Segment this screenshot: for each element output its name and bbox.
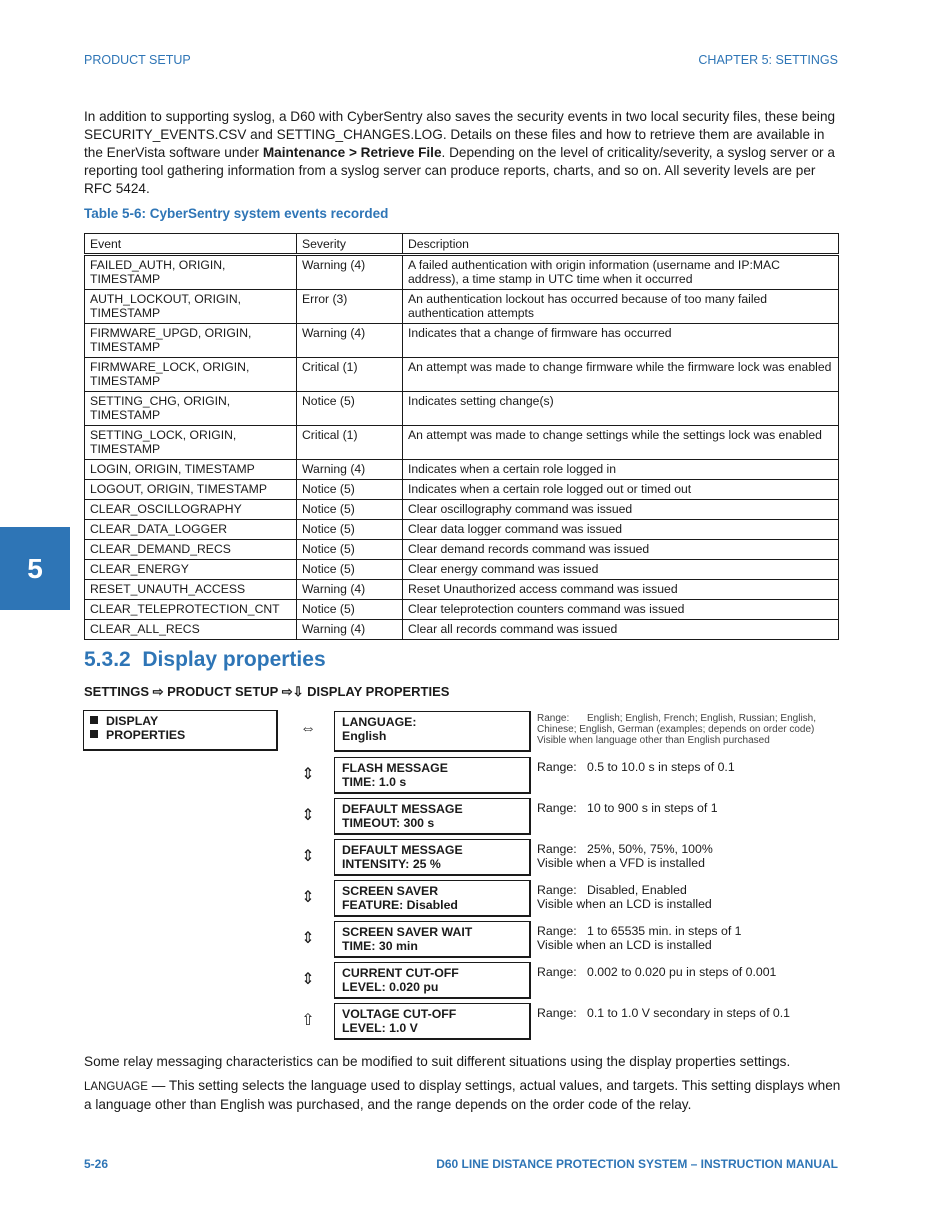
range-value: 0.1 to 1.0 V secondary in steps of 0.1 bbox=[587, 1006, 791, 1020]
setting-box bbox=[334, 921, 531, 958]
left-right-arrow-icon: ⇔ bbox=[300, 720, 316, 737]
setting-value: TIME: 1.0 s bbox=[342, 775, 407, 789]
severity-cell: Warning (4) bbox=[297, 324, 403, 358]
table-row bbox=[85, 426, 839, 460]
column-header: Description bbox=[403, 234, 839, 255]
section-title: Display properties bbox=[142, 648, 326, 671]
table-row bbox=[85, 540, 839, 560]
description-cell: A failed authentication with origin information (username and IP:MAC address), a time stamp in UTC time when it occurred bbox=[403, 255, 839, 290]
menu-path: SETTINGS ⇨ PRODUCT SETUP ⇨⇩ DISPLAY PROPERTIES bbox=[84, 684, 450, 699]
setting-value: TIME: 30 min bbox=[342, 939, 418, 953]
setting-range bbox=[537, 924, 837, 952]
range-value: 10 to 900 s in steps of 1 bbox=[587, 801, 718, 815]
setting-value: English bbox=[342, 729, 387, 743]
range-label: Range: bbox=[537, 760, 577, 774]
description-cell: Indicates that a change of firmware has occurred bbox=[403, 324, 839, 358]
range-value: Disabled, Enabled bbox=[587, 883, 687, 897]
up-down-arrow-icon: ⇕ bbox=[301, 889, 315, 906]
event-cell: CLEAR_ALL_RECS bbox=[85, 620, 297, 640]
setting-range bbox=[537, 801, 837, 815]
section-heading bbox=[84, 648, 326, 672]
range-value: English; English, French; English, Russian; English, Chinese; English, German (examples; depends on order code) bbox=[537, 713, 817, 735]
severity-cell: Warning (4) bbox=[297, 255, 403, 290]
event-cell: FIRMWARE_UPGD, ORIGIN, TIMESTAMP bbox=[85, 324, 297, 358]
intro-text-2: . Depending on the level of criticality/severity, a syslog server or a reporting tool gathering information from a syslog server can produce reports, charts, and so on. All severity levels are per RFC 5424. bbox=[84, 145, 835, 196]
setting-visibility-note: Visible when an LCD is installed bbox=[537, 938, 712, 952]
range-label: Range: bbox=[537, 924, 577, 938]
setting-box bbox=[334, 1003, 531, 1040]
setting-box bbox=[334, 711, 531, 752]
severity-cell: Warning (4) bbox=[297, 460, 403, 480]
setting-value: LEVEL: 0.020 pu bbox=[342, 980, 439, 994]
setting-box bbox=[334, 798, 531, 835]
setting-range bbox=[537, 842, 837, 870]
event-cell: LOGIN, ORIGIN, TIMESTAMP bbox=[85, 460, 297, 480]
severity-cell: Warning (4) bbox=[297, 580, 403, 600]
setting-value: TIMEOUT: 300 s bbox=[342, 816, 435, 830]
table-row bbox=[85, 580, 839, 600]
up-arrow-icon: ⇧ bbox=[301, 1012, 315, 1029]
setting-box bbox=[334, 757, 531, 794]
table-caption: Table 5-6: CyberSentry system events recorded bbox=[84, 206, 389, 221]
chapter-tab: 5 bbox=[0, 527, 70, 610]
header-chapter-title: CHAPTER 5: SETTINGS bbox=[698, 53, 838, 67]
setting-visibility-note: Visible when language other than English purchased bbox=[537, 735, 770, 746]
manual-title: D60 LINE DISTANCE PROTECTION SYSTEM – INSTRUCTION MANUAL bbox=[436, 1157, 838, 1171]
event-cell: LOGOUT, ORIGIN, TIMESTAMP bbox=[85, 480, 297, 500]
range-label: Range: bbox=[537, 713, 570, 724]
setting-value: FEATURE: Disabled bbox=[342, 898, 458, 912]
language-description bbox=[84, 1077, 844, 1114]
range-value: 25%, 50%, 75%, 100% bbox=[587, 842, 713, 856]
setting-keyword: LANGUAGE bbox=[84, 1081, 148, 1093]
display-properties-menu-box bbox=[83, 710, 278, 751]
setting-name: LANGUAGE: bbox=[342, 715, 417, 729]
menu-line-2: PROPERTIES bbox=[106, 728, 186, 742]
description-cell: Clear energy command was issued bbox=[403, 560, 839, 580]
description-cell: Clear demand records command was issued bbox=[403, 540, 839, 560]
setting-name: VOLTAGE CUT-OFF bbox=[342, 1007, 457, 1021]
range-label: Range: bbox=[537, 965, 577, 979]
table-row bbox=[85, 290, 839, 324]
description-cell: Clear data logger command was issued bbox=[403, 520, 839, 540]
severity-cell: Critical (1) bbox=[297, 426, 403, 460]
range-value: 0.5 to 10.0 s in steps of 0.1 bbox=[587, 760, 735, 774]
event-cell: CLEAR_DEMAND_RECS bbox=[85, 540, 297, 560]
table-header-row bbox=[85, 234, 839, 255]
severity-cell: Critical (1) bbox=[297, 358, 403, 392]
table-row bbox=[85, 600, 839, 620]
intro-paragraph bbox=[84, 108, 840, 198]
severity-cell: Notice (5) bbox=[297, 540, 403, 560]
up-down-arrow-icon: ⇕ bbox=[301, 766, 315, 783]
range-label: Range: bbox=[537, 842, 577, 856]
intro-text-1: In addition to supporting syslog, a D60 with CyberSentry also saves the security events in two local security files, these being SECURITY_EVENTS.CSV and SETTING_CHANGES.LOG. Details on these files and how to retrieve them are available in the EnerVista software under bbox=[84, 109, 836, 160]
event-cell: CLEAR_DATA_LOGGER bbox=[85, 520, 297, 540]
events-table bbox=[84, 233, 839, 640]
event-cell: FAILED_AUTH, ORIGIN, TIMESTAMP bbox=[85, 255, 297, 290]
table-row bbox=[85, 500, 839, 520]
table-row bbox=[85, 358, 839, 392]
setting-box bbox=[334, 880, 531, 917]
description-cell: An attempt was made to change firmware while the firmware lock was enabled bbox=[403, 358, 839, 392]
setting-name: FLASH MESSAGE bbox=[342, 761, 448, 775]
table-row bbox=[85, 560, 839, 580]
event-cell: SETTING_LOCK, ORIGIN, TIMESTAMP bbox=[85, 426, 297, 460]
setting-visibility-note: Visible when a VFD is installed bbox=[537, 856, 705, 870]
bullet-square-icon bbox=[90, 730, 98, 738]
bullet-square-icon bbox=[90, 716, 98, 724]
table-row bbox=[85, 460, 839, 480]
up-down-arrow-icon: ⇕ bbox=[301, 930, 315, 947]
severity-cell: Notice (5) bbox=[297, 480, 403, 500]
event-cell: RESET_UNAUTH_ACCESS bbox=[85, 580, 297, 600]
description-cell: Indicates when a certain role logged in bbox=[403, 460, 839, 480]
table-row bbox=[85, 520, 839, 540]
severity-cell: Notice (5) bbox=[297, 600, 403, 620]
menu-line-1: DISPLAY bbox=[106, 714, 159, 728]
setting-value: INTENSITY: 25 % bbox=[342, 857, 441, 871]
range-label: Range: bbox=[537, 801, 577, 815]
event-cell: CLEAR_ENERGY bbox=[85, 560, 297, 580]
range-value: 0.002 to 0.020 pu in steps of 0.001 bbox=[587, 965, 777, 979]
description-cell: Indicates when a certain role logged out or timed out bbox=[403, 480, 839, 500]
table-row bbox=[85, 620, 839, 640]
description-cell: An attempt was made to change settings while the settings lock was enabled bbox=[403, 426, 839, 460]
table-row bbox=[85, 255, 839, 290]
setting-name: DEFAULT MESSAGE bbox=[342, 843, 463, 857]
setting-box bbox=[334, 839, 531, 876]
section-number: 5.3.2 bbox=[84, 648, 131, 671]
severity-cell: Notice (5) bbox=[297, 520, 403, 540]
setting-range bbox=[537, 1006, 837, 1020]
setting-value: LEVEL: 1.0 V bbox=[342, 1021, 418, 1035]
up-down-arrow-icon: ⇕ bbox=[301, 971, 315, 988]
table-row bbox=[85, 480, 839, 500]
column-header: Event bbox=[85, 234, 297, 255]
setting-visibility-note: Visible when an LCD is installed bbox=[537, 897, 712, 911]
range-label: Range: bbox=[537, 883, 577, 897]
table-row bbox=[85, 324, 839, 358]
body-paragraph: Some relay messaging characteristics can be modified to suit different situations using the display properties settings. bbox=[84, 1054, 791, 1069]
description-cell: Clear teleprotection counters command was issued bbox=[403, 600, 839, 620]
range-value: 1 to 65535 min. in steps of 1 bbox=[587, 924, 742, 938]
intro-menu-path: Maintenance > Retrieve File bbox=[262, 145, 442, 160]
description-cell: Reset Unauthorized access command was issued bbox=[403, 580, 839, 600]
setting-name: SCREEN SAVER WAIT bbox=[342, 925, 473, 939]
language-description-text: — This setting selects the language used to display settings, actual values, and targets. This setting displays when a language other than English was purchased, and the range depends on the order code of the relay. bbox=[84, 1078, 841, 1112]
severity-cell: Error (3) bbox=[297, 290, 403, 324]
event-cell: SETTING_CHG, ORIGIN, TIMESTAMP bbox=[85, 392, 297, 426]
description-cell: An authentication lockout has occurred because of too many failed authentication attempts bbox=[403, 290, 839, 324]
event-cell: AUTH_LOCKOUT, ORIGIN, TIMESTAMP bbox=[85, 290, 297, 324]
up-down-arrow-icon: ⇕ bbox=[301, 848, 315, 865]
table-row bbox=[85, 392, 839, 426]
setting-box bbox=[334, 962, 531, 999]
setting-range bbox=[537, 713, 837, 746]
column-header: Severity bbox=[297, 234, 403, 255]
setting-name: SCREEN SAVER bbox=[342, 884, 439, 898]
description-cell: Clear oscillography command was issued bbox=[403, 500, 839, 520]
severity-cell: Notice (5) bbox=[297, 500, 403, 520]
severity-cell: Warning (4) bbox=[297, 620, 403, 640]
up-down-arrow-icon: ⇕ bbox=[301, 807, 315, 824]
severity-cell: Notice (5) bbox=[297, 560, 403, 580]
range-label: Range: bbox=[537, 1006, 577, 1020]
page-number: 5-26 bbox=[84, 1157, 109, 1171]
setting-range bbox=[537, 965, 837, 979]
description-cell: Clear all records command was issued bbox=[403, 620, 839, 640]
header-section-title: PRODUCT SETUP bbox=[84, 53, 191, 67]
setting-range bbox=[537, 883, 837, 911]
severity-cell: Notice (5) bbox=[297, 392, 403, 426]
event-cell: CLEAR_TELEPROTECTION_CNT bbox=[85, 600, 297, 620]
event-cell: CLEAR_OSCILLOGRAPHY bbox=[85, 500, 297, 520]
setting-range bbox=[537, 760, 837, 774]
event-cell: FIRMWARE_LOCK, ORIGIN, TIMESTAMP bbox=[85, 358, 297, 392]
description-cell: Indicates setting change(s) bbox=[403, 392, 839, 426]
setting-name: DEFAULT MESSAGE bbox=[342, 802, 463, 816]
setting-name: CURRENT CUT-OFF bbox=[342, 966, 459, 980]
